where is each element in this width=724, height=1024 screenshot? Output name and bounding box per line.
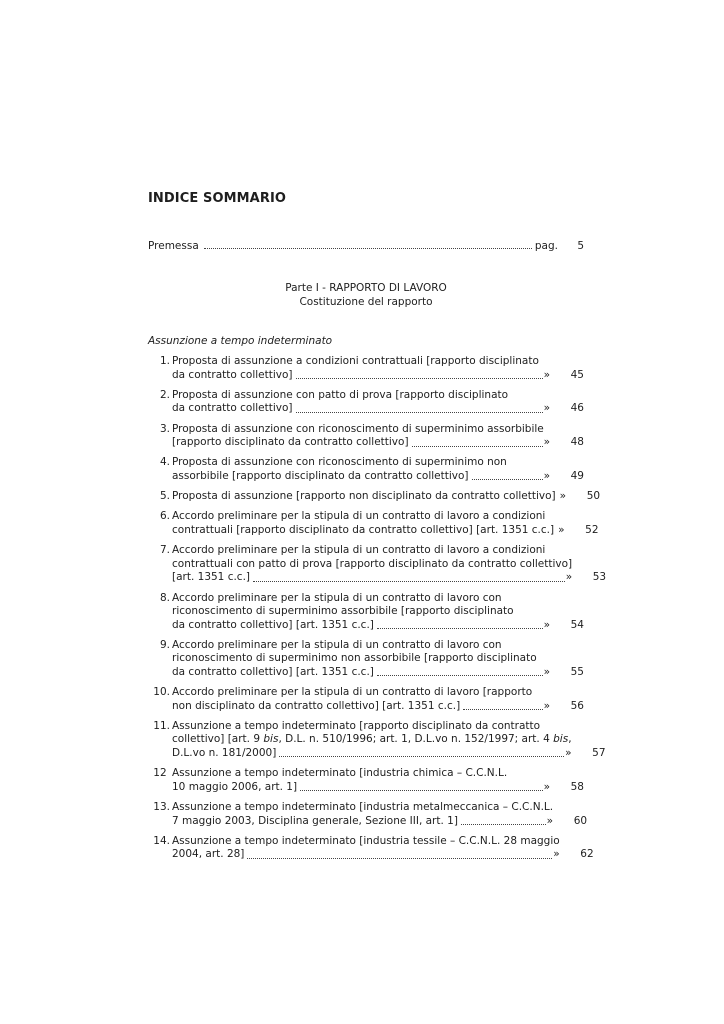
- dot-leader: [296, 378, 543, 379]
- pag-label: pag.: [534, 240, 558, 252]
- toc-entry[interactable]: [148, 389, 584, 416]
- entry-number: 3.: [159, 422, 170, 435]
- entry-page-number: 62: [580, 848, 594, 861]
- entry-number: 1.: [159, 355, 170, 367]
- ditto-mark: »: [543, 665, 550, 678]
- entry-text-line: Proposta di assunzione [rapporto non disciplinato da contratto collettivo]: [172, 490, 556, 503]
- dot-leader: [472, 479, 543, 480]
- ditto-mark: »: [543, 699, 550, 712]
- entry-number: 6.: [159, 510, 170, 523]
- ditto-mark: »: [543, 368, 550, 381]
- entry-page-number: 48: [570, 436, 584, 449]
- ditto-mark: »: [546, 814, 554, 827]
- entry-number: 13.: [153, 801, 170, 814]
- entry-text-line: 2004, art. 28]: [172, 848, 245, 861]
- toc-entry[interactable]: [148, 423, 584, 450]
- dot-leader: [300, 790, 542, 791]
- entry-text: [170, 767, 550, 794]
- entry-number: 5.: [159, 490, 170, 503]
- entry-text: [170, 720, 572, 761]
- entry-text-line: Proposta di assunzione a condizioni contrattuali [rapporto disciplinato: [172, 355, 539, 367]
- dot-leader: [377, 628, 543, 629]
- entry-text-line: Proposta di assunzione con riconoscimento di superminimo non: [172, 456, 507, 469]
- entry-page-number: 49: [570, 469, 584, 482]
- ditto-mark: »: [553, 848, 560, 861]
- ditto-mark: »: [543, 469, 550, 482]
- entry-page-number: 58: [570, 780, 584, 793]
- entry-text-line: da contratto collettivo]: [172, 402, 293, 415]
- entry-page-number: 52: [585, 523, 599, 536]
- entry-text-line: collettivo] [art. 9 bis, D.L. n. 510/1996; art. 1, D.L.vo n. 152/1997; art. 4 bis,: [172, 733, 572, 746]
- entry-text-line: 10 maggio 2006, art. 1]: [172, 780, 298, 793]
- entry-page-number: 45: [570, 368, 584, 381]
- entry-page-number: 60: [573, 814, 588, 827]
- entry-text-line: Accordo preliminare per la stipula di un contratto di lavoro con: [172, 638, 502, 651]
- entry-text-line: Proposta di assunzione con riconoscimento di superminimo assorbibile: [172, 422, 544, 435]
- entry-page-number: 57: [592, 746, 606, 759]
- entry-text: [170, 801, 553, 828]
- entry-text-line: da contratto collettivo] [art. 1351 c.c.]: [172, 665, 374, 678]
- entry-number: 2.: [159, 388, 170, 401]
- ditto-mark: »: [565, 571, 573, 584]
- entry-text-line: Assunzione a tempo indeterminato [industria chimica – C.C.N.L.: [172, 767, 508, 780]
- toc-entry[interactable]: [148, 456, 584, 483]
- part-heading-block: [148, 281, 584, 309]
- entry-number: 9.: [159, 638, 170, 651]
- entry-text: [170, 355, 550, 382]
- entry-text: [170, 490, 566, 504]
- toc-entry[interactable]: [148, 686, 584, 713]
- toc-entry[interactable]: [148, 767, 584, 794]
- dot-leader: [377, 675, 543, 676]
- entry-text-line: assorbibile [rapporto disciplinato da contratto collettivo]: [172, 469, 469, 482]
- toc-entry[interactable]: [148, 355, 584, 382]
- entry-text: [170, 592, 550, 633]
- entry-page-number: 50: [586, 490, 601, 503]
- toc-entries: [148, 355, 607, 869]
- dot-leader: [296, 412, 543, 413]
- entry-text-line: Assunzione a tempo indeterminato [industria metalmeccanica – C.C.N.L.: [172, 801, 554, 814]
- dot-leader: [463, 709, 542, 710]
- toc-entry[interactable]: [148, 490, 601, 504]
- section-heading: Assunzione a tempo indeterminato: [148, 335, 333, 347]
- entry-text-line: Accordo preliminare per la stipula di un contratto di lavoro a condizioni: [172, 544, 546, 557]
- entry-text-line: contrattuali [rapporto disciplinato da contratto collettivo] [art. 1351 c.c.]: [172, 523, 555, 536]
- toc-entry[interactable]: [148, 719, 606, 761]
- entry-number: 12: [153, 767, 170, 780]
- entry-number: 7.: [159, 544, 170, 557]
- dot-leader: [412, 446, 543, 447]
- dot-leader: [247, 858, 552, 859]
- entry-text-line: Accordo preliminare per la stipula di un contratto di lavoro con: [172, 591, 502, 604]
- entry-text-line: non disciplinato da contratto collettivo] [art. 1351 c.c.]: [172, 699, 461, 712]
- entry-number: 14.: [153, 834, 170, 847]
- dot-leader: [279, 756, 564, 757]
- ditto-mark: »: [558, 523, 565, 536]
- ditto-mark: »: [543, 402, 550, 415]
- entry-number: 8.: [159, 591, 170, 604]
- entry-text: [170, 544, 572, 585]
- entry-page-number: 46: [570, 402, 584, 415]
- ditto-mark: »: [559, 490, 567, 503]
- toc-entry[interactable]: [148, 639, 584, 680]
- entry-number: 11.: [153, 719, 170, 732]
- entry-text-line: Assunzione a tempo indeterminato [rapporto disciplinato da contratto: [172, 719, 541, 732]
- entry-text: [170, 456, 550, 483]
- entry-text-line: [rapporto disciplinato da contratto collettivo]: [172, 436, 409, 449]
- entry-text-line: Accordo preliminare per la stipula di un contratto di lavoro [rapporto: [172, 686, 533, 699]
- dot-leader: [253, 581, 565, 582]
- premessa-label: Premessa: [148, 240, 199, 252]
- part-heading: Parte I - RAPPORTO DI LAVORO: [285, 282, 447, 294]
- entry-text-line: contrattuali con patto di prova [rapporto disciplinato da contratto collettivo]: [172, 557, 573, 570]
- entry-page-number: 54: [570, 618, 584, 631]
- toc-entry[interactable]: [148, 801, 588, 828]
- entry-text: [170, 423, 550, 450]
- ditto-mark: »: [543, 780, 550, 793]
- entry-text: [170, 835, 560, 862]
- dot-leader: [461, 824, 546, 825]
- entry-page-number: 55: [570, 665, 584, 678]
- entry-page-number: 53: [592, 571, 607, 584]
- toc-entry[interactable]: [148, 834, 594, 862]
- entry-text-line: D.L.vo n. 181/2000]: [172, 746, 277, 759]
- toc-entry-premessa[interactable]: [148, 240, 584, 252]
- toc-entry[interactable]: [148, 544, 607, 585]
- entry-text: [170, 389, 550, 416]
- entry-text: [170, 510, 565, 537]
- entry-number: 4.: [159, 456, 170, 469]
- ditto-mark: »: [543, 436, 550, 449]
- ditto-mark: »: [565, 746, 572, 759]
- entry-text: [170, 686, 550, 713]
- entry-text-line: Assunzione a tempo indeterminato [industria tessile – C.C.N.L. 28 maggio: [172, 834, 560, 847]
- entry-page-number: 56: [570, 699, 584, 712]
- toc-entry[interactable]: [148, 510, 599, 537]
- entry-text-line: 7 maggio 2003, Disciplina generale, Sezione III, art. 1]: [172, 814, 458, 827]
- entry-text-line: da contratto collettivo]: [172, 368, 293, 381]
- page-title: INDICE SOMMARIO: [148, 191, 287, 206]
- ditto-mark: »: [543, 618, 550, 631]
- part-subheading: Costituzione del rapporto: [299, 296, 433, 308]
- entry-text-line: riconoscimento di superminimo non assorbibile [rapporto disciplinato: [172, 652, 537, 665]
- dot-leader: [204, 248, 532, 249]
- entry-number: 10.: [153, 686, 170, 699]
- entry-text-line: da contratto collettivo] [art. 1351 c.c.]: [172, 618, 374, 631]
- premessa-page-number: 5: [577, 240, 584, 252]
- entry-text-line: Proposta di assunzione con patto di prova [rapporto disciplinato: [172, 388, 509, 401]
- entry-text-line: riconoscimento di superminimo assorbibile [rapporto disciplinato: [172, 605, 514, 618]
- entry-text: [170, 639, 550, 680]
- toc-entry[interactable]: [148, 592, 584, 633]
- entry-text-line: [art. 1351 c.c.]: [172, 571, 251, 584]
- entry-text-line: Accordo preliminare per la stipula di un contratto di lavoro a condizioni: [172, 510, 546, 523]
